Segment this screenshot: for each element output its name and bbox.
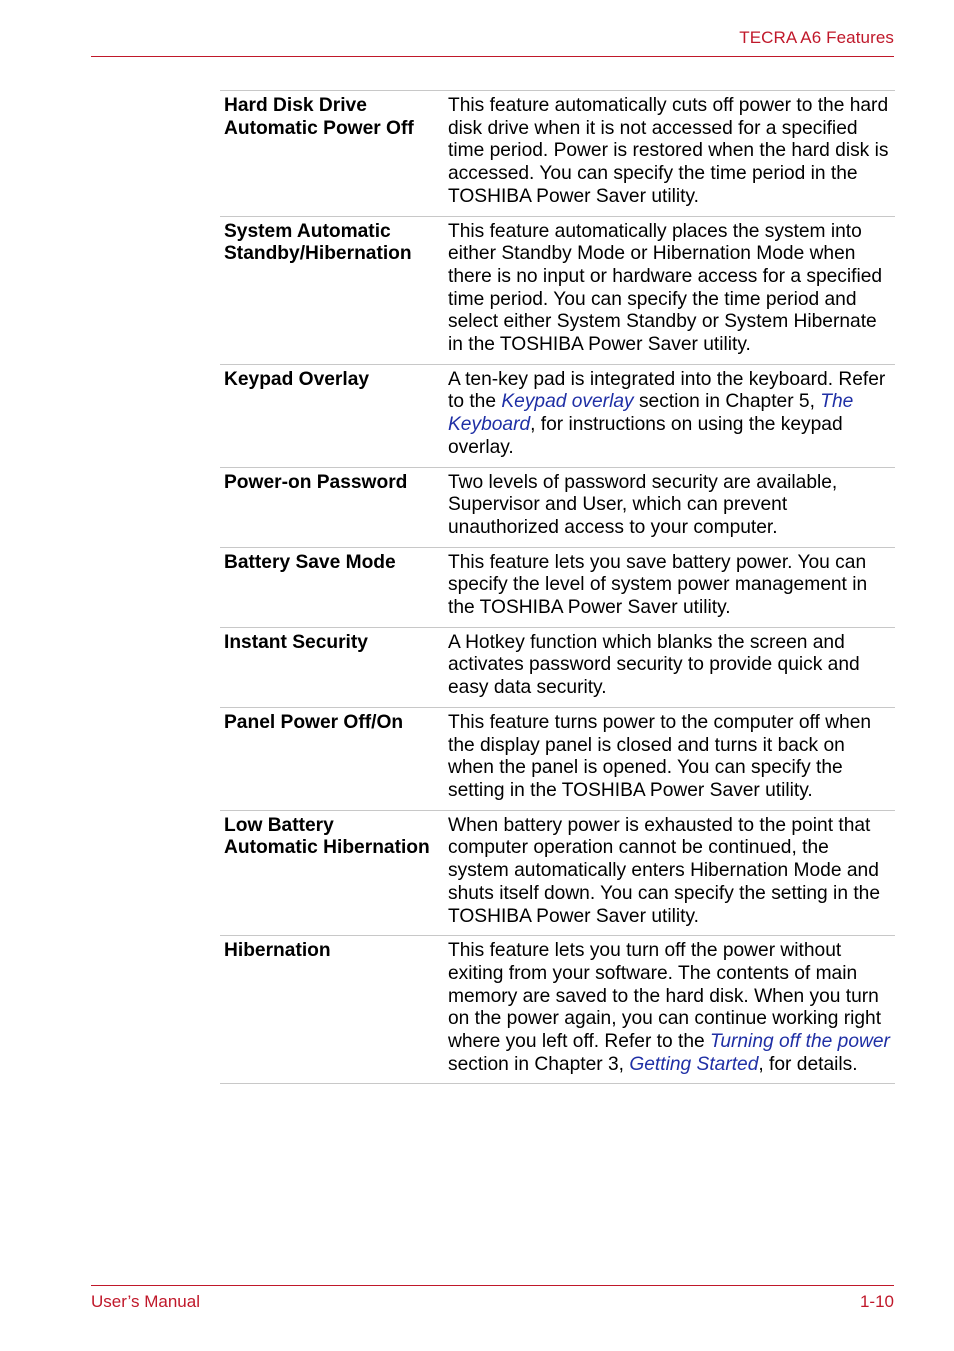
- getting-started-link[interactable]: Getting Started: [629, 1053, 759, 1075]
- table-row: [220, 467, 895, 547]
- feature-description: [443, 936, 895, 1084]
- feature-term: [220, 810, 443, 936]
- header-title: TECRA A6 Features: [739, 28, 894, 47]
- term-line: Keypad Overlay: [224, 368, 370, 390]
- table-row: [220, 707, 895, 810]
- desc-text: , for details.: [758, 1053, 858, 1075]
- feature-description: A Hotkey function which blanks the screen and activates password security to provide quick and easy data security.: [443, 627, 895, 707]
- feature-term: [220, 364, 443, 467]
- feature-term: [220, 547, 443, 627]
- keypad-overlay-link[interactable]: Keypad overlay: [501, 391, 634, 413]
- term-line: Automatic Hibernation: [224, 837, 430, 859]
- desc-text: This feature lets you turn off the power without exiting from your software. The contents of main memory are saved to the hard disk. When you turn on the power again, you can continue working right where you left off. Refer to the: [448, 940, 882, 1053]
- feature-term: [220, 707, 443, 810]
- footer-rule: [91, 1285, 894, 1286]
- table-row: [220, 547, 895, 627]
- feature-term: [220, 467, 443, 547]
- the-keyboard-link[interactable]: The Keyboard: [448, 391, 854, 436]
- desc-text: section in Chapter 5,: [633, 391, 821, 413]
- table-row: [220, 364, 895, 467]
- table-row: [220, 936, 895, 1084]
- feature-description: This feature automatically places the system into either Standby Mode or Hibernation Mode when there is no input or hardware access for a specified time period. You can specify the time period and select either System Standby or System Hibernate in the TOSHIBA Power Saver utility.: [443, 216, 895, 364]
- term-line: Hard Disk Drive: [224, 95, 367, 116]
- term-line: Power-on Password: [224, 471, 408, 493]
- desc-text: A ten-key pad is integrated into the keyboard. Refer to the: [448, 368, 886, 413]
- feature-description: This feature automatically cuts off power to the hard disk drive when it is not accessed for a specified time period. Power is restored when the hard disk is accessed. You can specify the time period in the TOSHIBA Power Saver utility.: [443, 91, 895, 217]
- feature-term: [220, 627, 443, 707]
- header-rule: [91, 56, 894, 57]
- feature-description: When battery power is exhausted to the point that computer operation cannot be continued, the system automatically enters Hibernation Mode and shuts itself down. You can specify the setting in the TOSHIBA Power Saver utility.: [443, 810, 895, 936]
- desc-text: section in Chapter 3,: [448, 1053, 630, 1075]
- term-line: Low Battery: [224, 814, 334, 836]
- footer-manual-title: User’s Manual: [91, 1292, 200, 1311]
- term-line: Hibernation: [224, 940, 331, 962]
- turning-off-the-power-link[interactable]: Turning off the power: [710, 1031, 890, 1053]
- term-line: Battery Save Mode: [224, 551, 396, 573]
- feature-description: This feature turns power to the computer off when the display panel is closed and turns it back on when the panel is opened. You can specify the setting in the TOSHIBA Power Saver utility.: [443, 707, 895, 810]
- page-number: 1-10: [859, 1292, 894, 1311]
- feature-description: Two levels of password security are available, Supervisor and User, which can prevent unauthorized access to your computer.: [443, 467, 895, 547]
- feature-term: [220, 91, 443, 217]
- feature-description: This feature lets you save battery power. You can specify the level of system power management in the TOSHIBA Power Saver utility.: [443, 547, 895, 627]
- feature-term: [220, 216, 443, 364]
- features-table: [220, 90, 895, 1084]
- term-line: Panel Power Off/On: [224, 711, 404, 733]
- table-row: [220, 810, 895, 936]
- feature-description: [443, 364, 895, 467]
- term-line: System Automatic: [224, 220, 391, 242]
- term-line: Automatic Power Off: [224, 117, 414, 139]
- term-line: Instant Security: [224, 631, 368, 653]
- desc-text: , for instructions on using the keypad overlay.: [448, 414, 843, 458]
- table-row: [220, 91, 895, 217]
- table-row: [220, 216, 895, 364]
- feature-term: [220, 936, 443, 1084]
- term-line: Standby/Hibernation: [224, 243, 412, 265]
- table-row: [220, 627, 895, 707]
